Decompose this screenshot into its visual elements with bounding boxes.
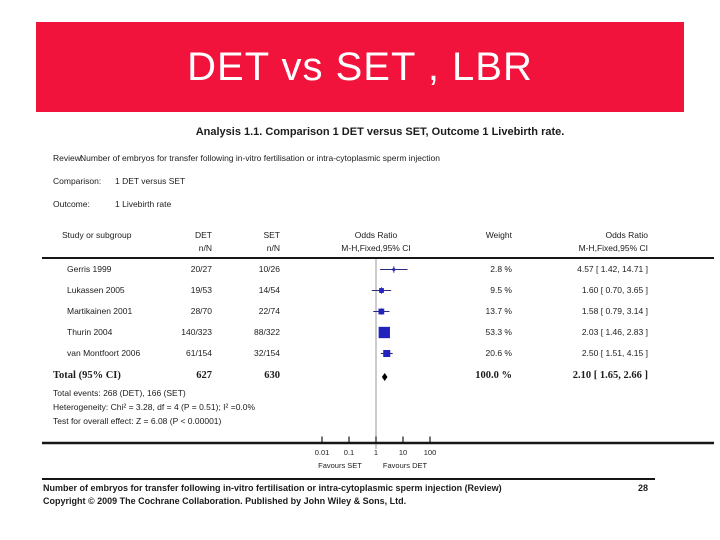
or-ci-value: 2.50 [ 1.51, 4.15 ] xyxy=(581,348,648,358)
study-name: van Montfoort 2006 xyxy=(67,348,141,358)
overall-effect-line: Test for overall effect: Z = 6.08 (P < 0.00001) xyxy=(53,416,222,426)
axis-tick-label: 0.1 xyxy=(343,448,355,457)
det-nn: 19/53 xyxy=(190,285,212,295)
column-header-or-plot: Odds Ratio xyxy=(354,230,398,240)
column-header-study: Study or subgroup xyxy=(62,230,132,240)
comparison-label: Comparison: xyxy=(53,176,102,186)
or-ci-value: 1.58 [ 0.79, 3.14 ] xyxy=(581,306,648,316)
or-ci-value: 1.60 [ 0.70, 3.65 ] xyxy=(581,285,648,295)
weight-square xyxy=(383,350,390,357)
set-nn: 22/74 xyxy=(258,306,280,316)
total-or-ci: 2.10 [ 1.65, 2.66 ] xyxy=(572,370,648,381)
axis-tick-label: 0.01 xyxy=(314,448,330,457)
outcome-value: 1 Livebirth rate xyxy=(115,199,172,209)
set-nn: 14/54 xyxy=(258,285,280,295)
study-name: Martikainen 2001 xyxy=(67,306,133,316)
slide-title: DET vs SET , LBR xyxy=(187,44,533,89)
or-ci-value: 4.57 [ 1.42, 14.71 ] xyxy=(577,264,648,274)
comparison-value: 1 DET versus SET xyxy=(115,176,186,186)
set-nn: 88/322 xyxy=(254,327,280,337)
study-name: Gerris 1999 xyxy=(67,264,112,274)
analysis-document xyxy=(42,120,718,525)
weight-value: 2.8 % xyxy=(490,264,512,274)
weight-square xyxy=(379,327,390,338)
study-name: Thurin 2004 xyxy=(67,327,113,337)
weight-square xyxy=(378,309,384,315)
subheader-or-plot: M-H,Fixed,95% CI xyxy=(341,243,411,253)
footer-review-title: Number of embryos for transfer following in-vitro fertilisation or intra-cytoplasmic sperm injection (Review) xyxy=(43,483,502,493)
weight-value: 20.6 % xyxy=(485,348,512,358)
weight-square xyxy=(393,268,396,271)
total-det-n: 627 xyxy=(196,370,212,381)
column-header-or-text: Odds Ratio xyxy=(605,230,648,240)
slide-title-banner xyxy=(36,22,684,112)
weight-square xyxy=(379,288,384,293)
heterogeneity-line: Heterogeneity: Chi² = 3.28, df = 4 (P = 0.51); I² =0.0% xyxy=(53,402,256,412)
axis-tick-label: 10 xyxy=(398,448,408,457)
page-number: 28 xyxy=(637,483,648,493)
study-name: Lukassen 2005 xyxy=(67,285,125,295)
total-weight: 100.0 % xyxy=(475,370,512,381)
footer-rule xyxy=(42,478,655,480)
total-diamond xyxy=(382,373,388,381)
review-label: Review: xyxy=(53,153,84,163)
footer-copyright: Copyright © 2009 The Cochrane Collaboration. Published by John Wiley & Sons, Ltd. xyxy=(43,496,407,506)
det-nn: 140/323 xyxy=(181,327,212,337)
weight-value: 53.3 % xyxy=(485,327,512,337)
subheader-nn-set: n/N xyxy=(266,243,280,253)
det-nn: 28/70 xyxy=(190,306,212,316)
subheader-nn-det: n/N xyxy=(198,243,212,253)
total-label: Total (95% CI) xyxy=(53,370,121,381)
favours-left-label: Favours SET xyxy=(318,461,362,470)
or-ci-value: 2.03 [ 1.46, 2.83 ] xyxy=(581,327,648,337)
weight-value: 13.7 % xyxy=(485,306,512,316)
det-nn: 61/154 xyxy=(186,348,212,358)
set-nn: 10/26 xyxy=(258,264,280,274)
column-header-det: DET xyxy=(195,230,212,240)
det-nn: 20/27 xyxy=(190,264,212,274)
subheader-or-text: M-H,Fixed,95% CI xyxy=(578,243,648,253)
total-events-line: Total events: 268 (DET), 166 (SET) xyxy=(53,388,186,398)
analysis-heading: Analysis 1.1. Comparison 1 DET versus SET, Outcome 1 Livebirth rate. xyxy=(195,126,565,138)
total-set-n: 630 xyxy=(264,370,280,381)
set-nn: 32/154 xyxy=(254,348,280,358)
review-value: Number of embryos for transfer following in-vitro fertilisation or intra-cytoplasmic sperm injection xyxy=(80,153,440,163)
favours-right-label: Favours DET xyxy=(382,461,428,470)
column-header-weight: Weight xyxy=(485,230,512,240)
axis-tick-label: 1 xyxy=(373,448,379,457)
weight-value: 9.5 % xyxy=(490,285,512,295)
axis-tick-label: 100 xyxy=(423,448,437,457)
column-header-set: SET xyxy=(263,230,280,240)
outcome-label: Outcome: xyxy=(53,199,90,209)
